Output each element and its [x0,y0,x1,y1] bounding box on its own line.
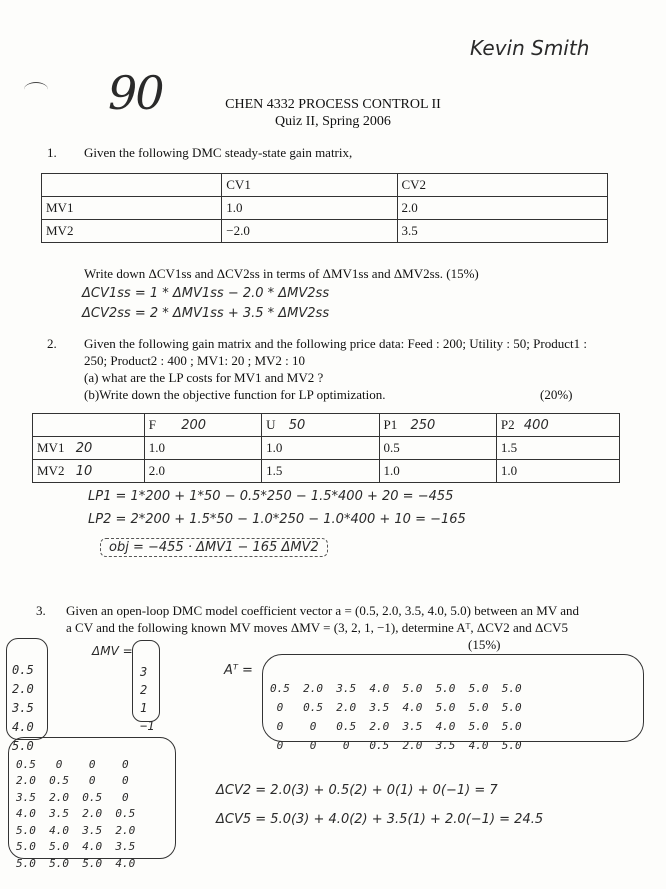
q2-cell: 1.0 [496,460,619,483]
q2-cell: 1.5 [262,460,379,483]
q1-header-corner [42,174,222,197]
q1-answer-line1: ΔCV1ss = 1 * ΔMV1ss − 2.0 * ΔMV2ss [82,286,330,301]
dcv5-answer: ΔCV5 = 5.0(3) + 4.0(2) + 3.5(1) + 2.0(−1) = 24.5 [216,812,544,827]
q2-part-a: (a) what are the LP costs for MV1 and MV2 ? [84,370,324,385]
q1-cell: 3.5 [397,220,608,243]
q2-cell: 0.5 [379,437,496,460]
q2-cell: 1.0 [144,437,261,460]
q2-answer-line1: LP1 = 1*200 + 1*50 − 0.5*250 − 1.5*400 + 20 = −455 [88,489,454,504]
dmv-label: ΔMV = [92,644,133,658]
q1-header-cv2: CV2 [397,174,608,197]
q1-answer-line2: ΔCV2ss = 2 * ΔMV1ss + 3.5 * ΔMV2ss [82,306,330,321]
q1-header-cv1: CV1 [222,174,397,197]
q3-prompt-line2: a CV and the following known MV moves ΔMV = (3, 2, 1, −1), determine Aᵀ, ΔCV2 and ΔCV5 [66,620,568,635]
q2-number: 2. [47,336,57,351]
q2-cell: 1.0 [379,460,496,483]
q1-row-label: MV1 [42,197,222,220]
q1-row-label: MV2 [42,220,222,243]
q2-cell: 1.0 [262,437,379,460]
at-matrix: 0.5 2.0 3.5 4.0 5.0 5.0 5.0 5.0 0 0.5 2.0 3.5 4.0 5.0 5.0 5.0 0 0 0.5 2.0 3.5 4.0 5.0 5.0 0 0 0 0.5 2.0 3.5 4.0 5.0 [270,682,522,752]
q2-header-corner [33,414,145,437]
q2-prompt-line1: Given the following gain matrix and the following price data: Feed : 200; Utility : 50; Product1 : [84,336,587,351]
q2-answer-line2: LP2 = 2*200 + 1.5*50 − 1.0*250 − 1.0*400 + 10 = −165 [88,512,466,527]
course-title: CHEN 4332 PROCESS CONTROL II [225,97,441,112]
q2-price-note: 50 [288,418,306,433]
q2-row-label: MV2 10 [33,460,145,483]
dcv2-answer: ΔCV2 = 2.0(3) + 0.5(2) + 0(1) + 0(−1) = 7 [216,783,498,798]
q1-cell: 1.0 [222,197,397,220]
at-label: Aᵀ = [224,663,253,678]
q2-header-u: U 50 [262,414,379,437]
score: 90 [108,66,163,120]
q2-row-note: 10 [75,464,93,479]
q3-weight: (15%) [468,637,501,652]
q2-row-label: MV1 20 [33,437,145,460]
q2-answer-line3: obj = −455 · ΔMV1 − 165 ΔMV2 [100,538,328,557]
quiz-title: Quiz II, Spring 2006 [275,114,391,129]
score-mark-icon [24,82,48,97]
q2-header-p1: P1 250 [379,414,496,437]
q2-part-b: (b)Write down the objective function for LP optimization. [84,387,386,402]
q1-prompt: Given the following DMC steady-state gain matrix, [84,145,353,160]
q1-instruction: Write down ΔCV1ss and ΔCV2ss in terms of ΔMV1ss and ΔMV2ss. (15%) [84,266,479,281]
student-name: Kevin Smith [470,36,590,60]
q2-prompt-line2: 250; Product2 : 400 ; MV1: 20 ; MV2 : 10 [84,353,306,368]
q2-header-f: F 200 [144,414,261,437]
q2-cell: 2.0 [144,460,261,483]
q2-price-note: 200 [181,418,207,433]
q2-price-note: 400 [523,418,549,433]
q2-gain-table [32,413,620,483]
q1-cell: −2.0 [222,220,397,243]
vector-dmv: 3 2 1 −1 [140,665,155,733]
vector-a: 0.5 2.0 3.5 4.0 5.0 [12,663,34,753]
q2-price-note: 250 [410,418,436,433]
q2-weight: (20%) [540,387,573,402]
q2-row-note: 20 [75,441,93,456]
q3-prompt-line1: Given an open-loop DMC model coefficient vector a = (0.5, 2.0, 3.5, 4.0, 5.0) between an MV and [66,603,580,618]
q1-cell: 2.0 [397,197,608,220]
q1-number: 1. [47,145,57,160]
a-matrix: 0.5 0 0 0 2.0 0.5 0 0 3.5 2.0 0.5 0 4.0 3.5 2.0 0.5 5.0 4.0 3.5 2.0 5.0 5.0 4.0 3.5 5.0 5.0 5.0 4.0 [16,757,136,870]
q1-gain-table [41,173,608,243]
q2-cell: 1.5 [496,437,619,460]
q3-number: 3. [36,603,46,618]
q2-header-p2: P2 400 [496,414,619,437]
